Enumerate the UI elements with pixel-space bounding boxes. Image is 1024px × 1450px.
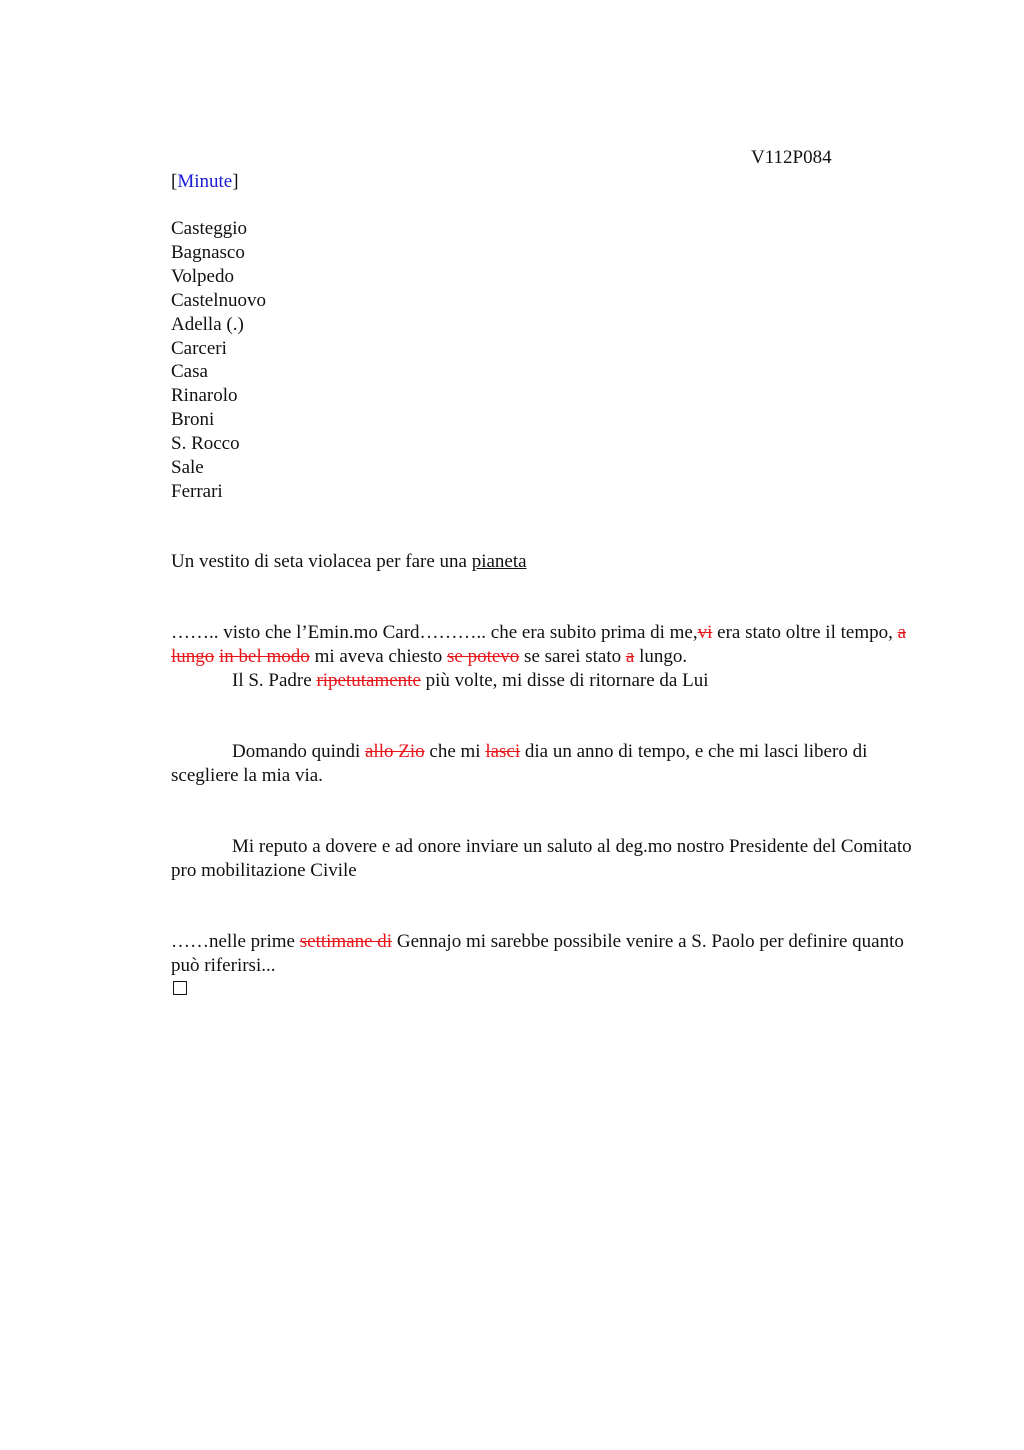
place-item: S. Rocco (171, 433, 240, 455)
place-item: Casa (171, 361, 208, 383)
place-item: Ferrari (171, 480, 223, 502)
deleted-text: ripetutamente (316, 670, 421, 691)
place-item: Broni (171, 409, 215, 431)
place-item: Castelnuovo (171, 289, 266, 311)
paragraph-santo-padre: Il S. Padre ripetutamente più volte, mi disse di ritornare da Lui (232, 670, 709, 691)
paragraph-vestito: Un vestito di seta violacea per fare una pianeta (171, 551, 527, 572)
bracket-open: [ (171, 171, 178, 192)
deleted-text: vi (697, 622, 713, 643)
paragraph-emin-card: …….. visto che l’Emin.mo Card……….. che era subito prima di me,vi era stato oltre il tempo, a lungo in bel modo mi aveva chiesto se potevo se sarei stato a lungo. (171, 622, 907, 667)
header-minute (171, 170, 239, 194)
place-item: Casteggio (171, 218, 247, 239)
empty-square-symbol (173, 981, 187, 995)
paragraph-domando: Domando quindi allo Zio che mi lasci dia un anno di tempo, e che mi lasci libero di scegliere la mia via. (171, 741, 868, 786)
document-page (171, 0, 931, 1450)
deleted-text: in bel modo (219, 646, 310, 667)
place-item: Sale (171, 457, 204, 479)
minute-label: Minute (177, 171, 233, 192)
bracket-close: ] (232, 171, 239, 192)
deleted-text: a lungo (171, 622, 907, 667)
paragraph-saluto: Mi reputo a dovere e ad onore inviare un saluto al deg.mo nostro Presidente del Comitato pro mobilitazione Civile (171, 836, 912, 881)
deleted-text: a (625, 646, 635, 667)
place-item: Rinarolo (171, 385, 238, 407)
reference-code: V112P084 (751, 147, 832, 168)
deleted-text: settimane di (299, 931, 393, 952)
place-item: Adella (.) (171, 313, 244, 335)
deleted-text: se potevo (447, 646, 520, 667)
paragraph-gennajo: ……nelle prime settimane di Gennajo mi sarebbe possibile venire a S. Paolo per definire quanto può riferirsi... (171, 931, 904, 976)
deleted-text: allo Zio (365, 741, 425, 762)
place-list (171, 217, 266, 504)
place-item: Bagnasco (171, 241, 245, 263)
underlined-word: pianeta (471, 551, 527, 572)
deleted-text: lasci (485, 741, 521, 762)
place-item: Volpedo (171, 265, 234, 287)
place-item: Carceri (171, 337, 227, 359)
